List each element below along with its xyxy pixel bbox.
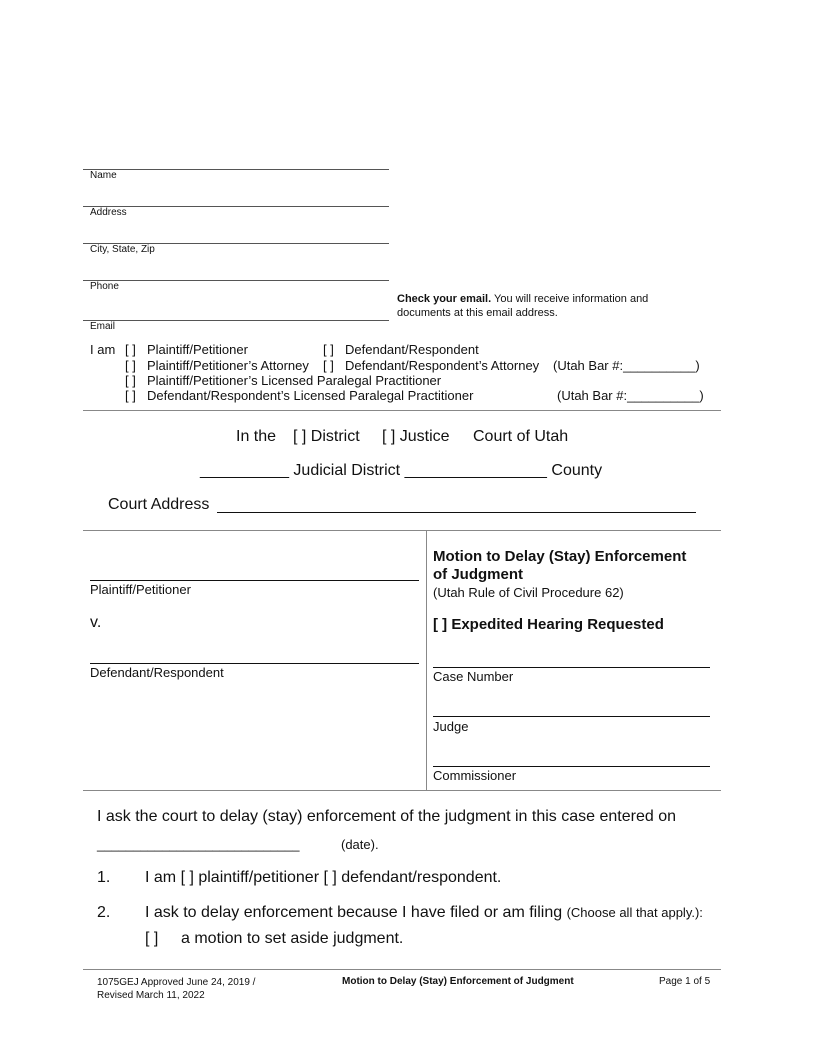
court-address-line[interactable] — [217, 512, 696, 513]
date-label: (date). — [341, 837, 379, 852]
email-notice-text: You will receive information and documents at this email address. — [397, 293, 649, 319]
plaintiff-caption-label: Plaintiff/Petitioner — [90, 582, 191, 597]
i-am-label: I am — [90, 342, 116, 357]
in-the-label: In the — [236, 428, 277, 445]
set-aside-checkbox[interactable]: [ ] — [145, 930, 159, 947]
caption-vertical-divider — [426, 530, 427, 790]
phone-label: Phone — [90, 281, 119, 292]
footer-title: Motion to Delay (Stay) Enforcement of Judgment — [342, 976, 574, 987]
set-aside-option: a motion to set aside judgment. — [181, 930, 404, 947]
email-line[interactable] — [83, 320, 389, 321]
court-of-utah-label: Court of Utah — [473, 428, 569, 445]
defendant-lpp-checkbox[interactable]: [ ] — [125, 388, 136, 403]
versus-label: v. — [90, 614, 102, 631]
phone-line[interactable] — [83, 280, 389, 281]
email-label: Email — [90, 321, 116, 332]
district-checkbox[interactable]: [ ] District — [293, 428, 360, 445]
form-id-approved: 1075GEJ Approved June 24, 2019 / — [97, 977, 256, 988]
footer-divider — [83, 969, 721, 970]
document-title-line-1: Motion to Delay (Stay) Enforcement — [433, 548, 687, 565]
intro-paragraph: I ask the court to delay (stay) enforcement of the judgment in this case entered on — [97, 808, 676, 825]
plaintiff-lpp-option: Plaintiff/Petitioner’s Licensed Paralegal Practitioner — [147, 373, 442, 388]
name-line[interactable] — [83, 169, 389, 170]
page-number: Page 1 of 5 — [659, 976, 711, 987]
bar-number-field-2[interactable]: (Utah Bar #:__________) — [557, 388, 704, 403]
email-notice — [397, 292, 697, 320]
defendant-checkbox[interactable]: [ ] — [323, 342, 334, 357]
defendant-lpp-option: Defendant/Respondent’s Licensed Paralegal Practitioner — [147, 388, 474, 403]
item-2-text: I ask to delay enforcement because I have filed or am filing — [145, 904, 563, 921]
case-number-label: Case Number — [433, 669, 514, 684]
judicial-district-county-field[interactable]: __________ Judicial District ________________ County — [200, 462, 603, 479]
court-address-label: Court Address — [108, 496, 210, 513]
plaintiff-lpp-checkbox[interactable]: [ ] — [125, 373, 136, 388]
judge-line[interactable] — [433, 716, 710, 717]
plaintiff-attorney-option: Plaintiff/Petitioner’s Attorney — [147, 358, 309, 373]
section-divider-3 — [83, 790, 721, 791]
email-notice-bold: Check your email. — [397, 293, 492, 305]
form-id-revised: Revised March 11, 2022 — [97, 990, 205, 1001]
defendant-caption-label: Defendant/Respondent — [90, 665, 224, 680]
plaintiff-attorney-checkbox[interactable]: [ ] — [125, 358, 136, 373]
case-number-line[interactable] — [433, 667, 710, 668]
document-title-line-2: of Judgment — [433, 566, 523, 583]
section-divider-1 — [83, 410, 721, 411]
commissioner-label: Commissioner — [433, 768, 517, 783]
document-title — [433, 548, 686, 584]
bar-number-field[interactable]: (Utah Bar #:__________) — [553, 358, 700, 373]
judgment-date-field[interactable]: ____________________________ — [97, 837, 300, 852]
city-state-zip-label: City, State, Zip — [90, 244, 155, 255]
defendant-attorney-option: Defendant/Respondent’s Attorney — [345, 358, 540, 373]
judge-label: Judge — [433, 719, 469, 734]
commissioner-line[interactable] — [433, 766, 710, 767]
item-1-text[interactable]: I am [ ] plaintiff/petitioner [ ] defendant/respondent. — [145, 869, 502, 886]
expedited-hearing-checkbox[interactable]: [ ] Expedited Hearing Requested — [433, 616, 664, 633]
plaintiff-checkbox[interactable]: [ ] — [125, 342, 136, 357]
section-divider-2 — [83, 530, 721, 531]
plaintiff-name-line[interactable] — [90, 580, 419, 581]
defendant-name-line[interactable] — [90, 663, 419, 664]
item-2-note: (Choose all that apply.): — [566, 905, 703, 920]
defendant-attorney-checkbox[interactable]: [ ] — [323, 358, 334, 373]
item-2-sentence — [145, 904, 703, 922]
name-label: Name — [90, 170, 117, 181]
address-line[interactable] — [83, 206, 389, 207]
item-1-number: 1. — [97, 869, 111, 886]
justice-checkbox[interactable]: [ ] Justice — [382, 428, 450, 445]
rule-reference: (Utah Rule of Civil Procedure 62) — [433, 585, 624, 600]
plaintiff-option: Plaintiff/Petitioner — [147, 342, 248, 357]
address-label: Address — [90, 207, 127, 218]
form-id — [97, 976, 255, 1002]
defendant-option: Defendant/Respondent — [345, 342, 479, 357]
item-2-number: 2. — [97, 904, 111, 921]
